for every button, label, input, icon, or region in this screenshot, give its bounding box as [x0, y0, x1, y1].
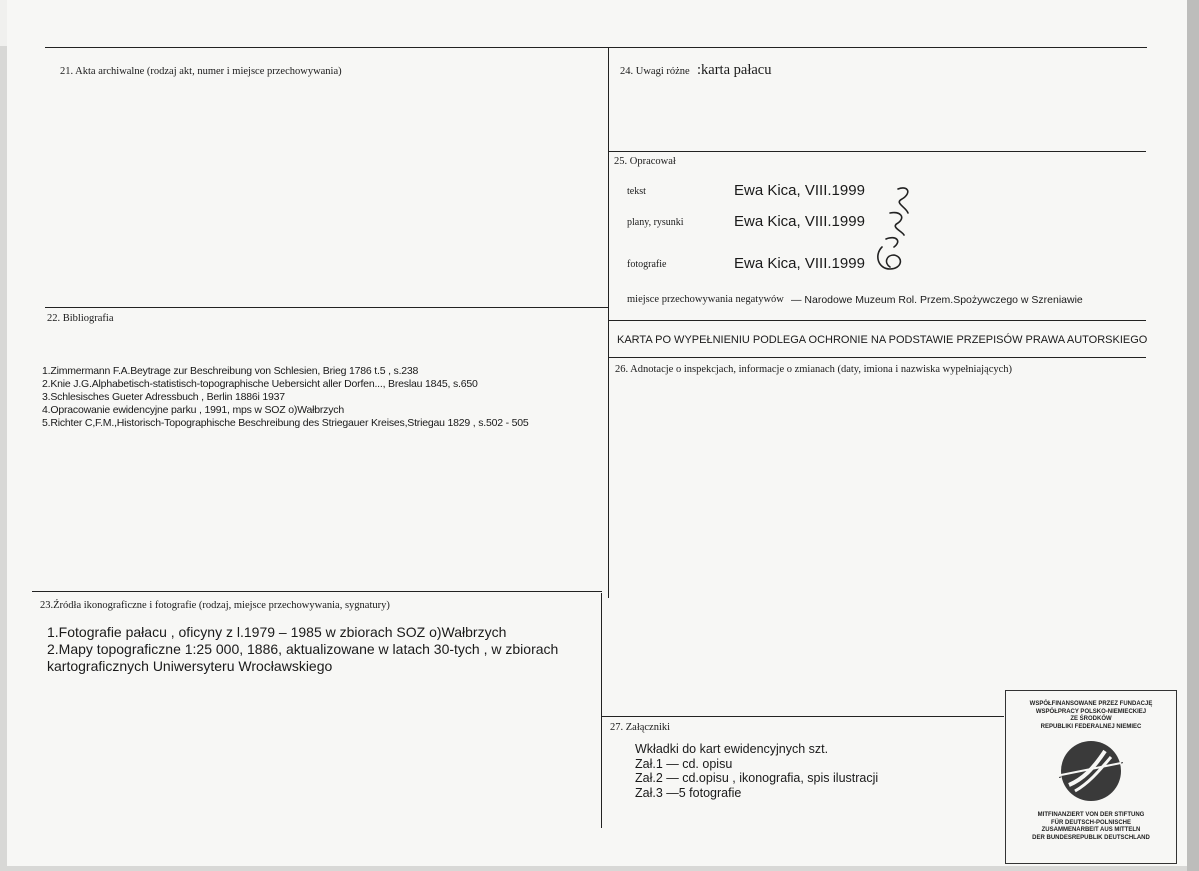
credit-row-text	[627, 182, 907, 204]
bibliography-list	[42, 365, 529, 430]
credit-value: Ewa Kica, VIII.1999	[734, 213, 865, 230]
rule-25-26	[609, 357, 1146, 358]
section-24-value: :karta pałacu	[697, 62, 772, 78]
credit-key: tekst	[627, 186, 646, 197]
list-item: Wkładki do kart ewidencyjnych szt.	[635, 742, 829, 756]
list-item: 5.Richter C,F.M.,Historisch-Topographische Beschreibung des Striegauer Kreises,Striegau 1829 , s.502 - 505	[42, 417, 529, 429]
stamp-line: ZUSAMMENARBEIT AUS MITTELN	[1041, 827, 1141, 833]
list-item: 2.Knie J.G.Alphabetisch-statistisch-topographische Uebersicht aller Dorfen..., Breslau 1845, s.650	[42, 378, 478, 390]
rule-24-25	[609, 151, 1146, 152]
credit-key: plany, rysunki	[627, 217, 684, 228]
rule-center-lower	[601, 593, 602, 828]
rule-top	[45, 47, 1147, 48]
section-25-label: 25. Opracował	[614, 156, 676, 167]
stamp-line: MITFINANZIERT VON DER STIFTUNG	[1037, 812, 1145, 818]
list-item: 1.Zimmermann F.A.Beytrage zur Beschreibung von Schlesien, Brieg 1786 t.5 , s.238	[42, 365, 419, 377]
stamp-line: WSPÓŁFINANSOWANE PRZEZ FUNDACJĘ	[1029, 701, 1153, 707]
credit-row-photos	[627, 255, 907, 277]
stamp-line: REPUBLIKI FEDERALNEJ NIEMIEC	[1040, 723, 1142, 730]
rule-25-mid	[609, 320, 1146, 321]
credit-key: fotografie	[627, 259, 667, 270]
section-26-label: 26. Adnotacje o inspekcjach, informacje o zmianach (daty, imiona i nazwiska wypełniających)	[615, 364, 1013, 375]
rule-21-22	[45, 307, 609, 308]
section-27-label: 27. Załączniki	[610, 722, 671, 733]
stamp-line: DER BUNDESREPUBLIK DEUTSCHLAND	[1032, 834, 1150, 841]
stamp-top-text	[1006, 701, 1176, 731]
stamp-line: WSPÓŁPRACY POLSKO-NIEMIECKIEJ	[1035, 708, 1147, 715]
stamp-line: ZE ŚRODKÓW	[1070, 716, 1112, 722]
stamp-line: FÜR DEUTSCH-POLNISCHE	[1050, 819, 1131, 826]
funding-stamp	[1005, 690, 1177, 864]
section-24-label: 24. Uwagi różne	[620, 66, 690, 77]
section-23-label: 23.Źródła ikonograficzne i fotografie (rodzaj, miejsce przechowywania, sygnatury)	[40, 600, 390, 611]
section-21-label: 21. Akta archiwalne (rodzaj akt, numer i miejsce przechowywania)	[60, 66, 342, 77]
stamp-bottom-text	[1006, 812, 1176, 842]
rule-22-23	[32, 591, 602, 592]
section-22-label: 22. Bibliografia	[47, 313, 114, 324]
handwritten-signature	[868, 183, 918, 278]
negatives-value: — Narodowe Muzeum Rol. Przem.Spożywczego w Szreniawie	[791, 294, 1083, 306]
negatives-label: miejsce przechowywania negatywów	[627, 294, 784, 305]
list-item: kartograficznych Uniwersyteru Wrocławskiego	[47, 658, 333, 674]
credit-value: Ewa Kica, VIII.1999	[734, 182, 865, 199]
list-item: 1.Fotografie pałacu , oficyny z l.1979 – 1985 w zbiorach SOZ o)Wałbrzych	[47, 624, 507, 640]
list-item: Zał.3 —5 fotografie	[635, 785, 742, 800]
rule-center-upper	[608, 48, 609, 598]
road-globe-logo-icon	[1059, 739, 1123, 803]
list-item: 2.Mapy topograficzne 1:25 000, 1886, aktualizowane w latach 30-tych , w zbiorach	[47, 641, 559, 657]
scan-right-edge	[1187, 0, 1199, 871]
list-item: Zał.1 — cd. opisu	[635, 756, 733, 771]
credit-row-plans	[627, 213, 907, 235]
list-item: Zał.2 — cd.opisu , ikonografia, spis ilustracji	[635, 771, 879, 785]
attachments-list	[635, 742, 878, 800]
rule-26-27	[602, 716, 1004, 717]
credit-value: Ewa Kica, VIII.1999	[734, 255, 865, 272]
copyright-note: KARTA PO WYPEŁNIENIU PODLEGA OCHRONIE NA PODSTAWIE PRZEPISÓW PRAWA AUTORSKIEGO	[617, 334, 1148, 346]
iconography-list	[47, 624, 558, 675]
list-item: 4.Opracowanie ewidencyjne parku , 1991, mps w SOZ o)Wałbrzych	[42, 404, 344, 416]
list-item: 3.Schlesisches Gueter Adressbuch , Berlin 1886i 1937	[42, 391, 285, 403]
